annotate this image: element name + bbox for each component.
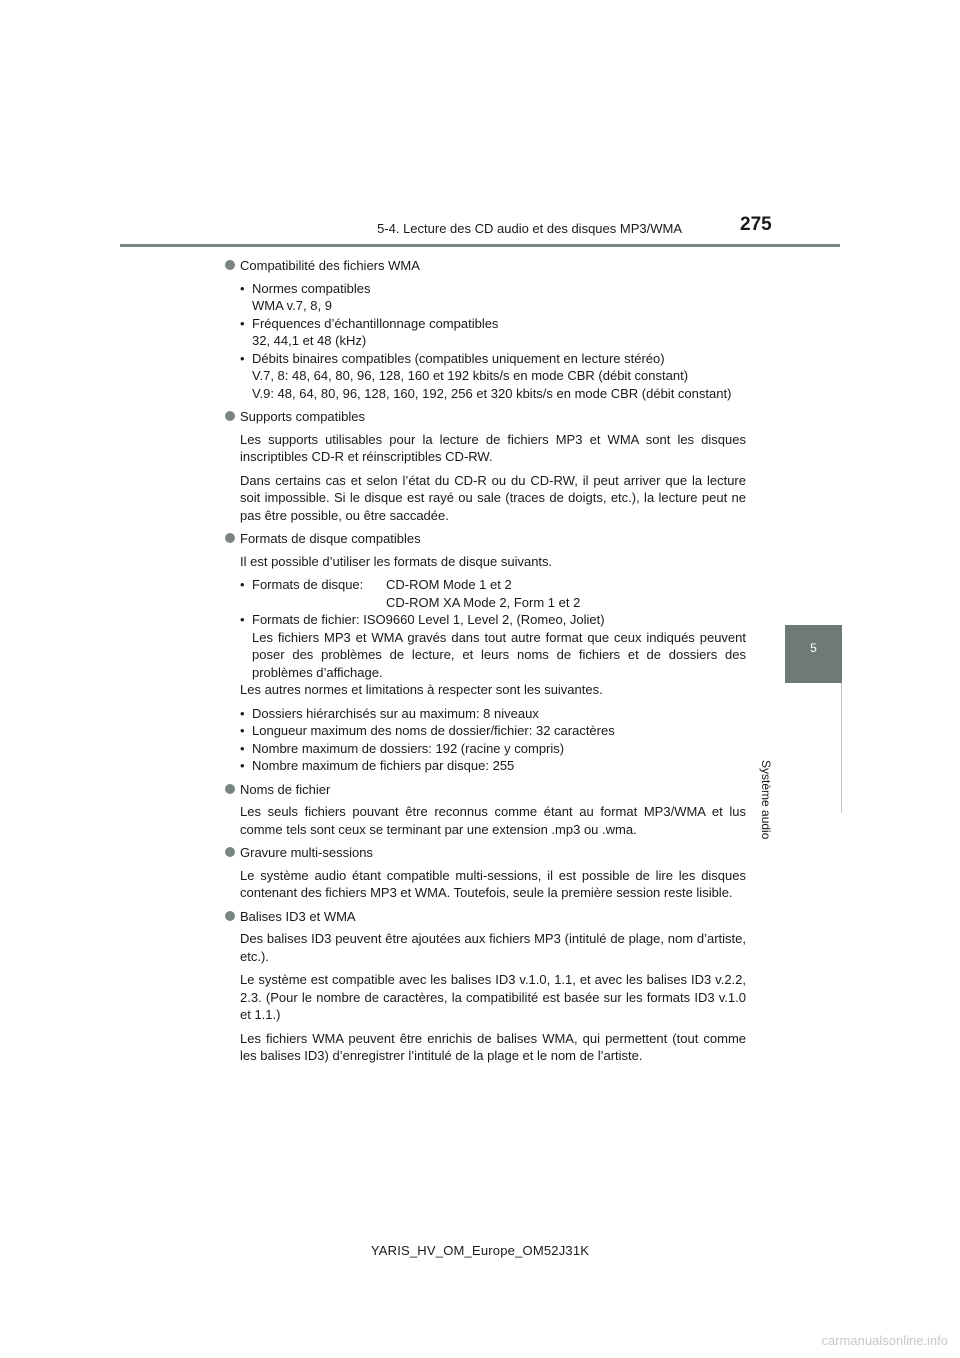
list-item: • Fréquences d’échantillonnage compatibles 32, 44,1 et 48 (kHz) xyxy=(240,315,499,348)
list xyxy=(240,280,746,403)
header-title: 5-4. Lecture des CD audio et des disques MP3/WMA xyxy=(377,221,682,236)
paragraph: Des balises ID3 peuvent être ajoutées aux fichiers MP3 (intitulé de plage, nom d’artiste, etc.). xyxy=(240,931,746,964)
list xyxy=(240,705,746,775)
header-rule xyxy=(120,244,840,247)
bullet-icon xyxy=(225,533,235,543)
section-formats xyxy=(222,530,746,775)
paragraph: Il est possible d’utiliser les formats de disque suivants. xyxy=(240,553,553,569)
list-item: • Nombre maximum de fichiers par disque: 255 xyxy=(240,758,515,773)
chapter-label: Système audio xyxy=(759,760,773,840)
section-title: Supports compatibles xyxy=(240,409,366,424)
bullet-icon xyxy=(225,411,235,421)
list-item: • Formats de fichier: ISO9660 Level 1, Level 2, (Romeo, Joliet) Les fichiers MP3 et WMA gravés dans tout autre format que ceux indiqués peuvent poser des problèmes de lecture, et leurs noms de fichiers et de dossiers des problèmes d’affichage. xyxy=(240,612,746,680)
paragraph: Les autres normes et limitations à respecter sont les suivantes. xyxy=(240,682,603,697)
section-tags xyxy=(222,908,746,1065)
list-item: • Nombre maximum de dossiers: 192 (racine y compris) xyxy=(240,740,565,756)
list-item: • Normes compatibles WMA v.7, 8, 9 xyxy=(240,280,371,313)
section-wma xyxy=(222,257,746,402)
section-multi xyxy=(222,844,746,902)
bullet-icon xyxy=(225,784,235,794)
bullet-icon xyxy=(225,847,235,857)
section-title: Compatibilité des fichiers WMA xyxy=(240,258,420,273)
section-names xyxy=(222,781,746,839)
paragraph: Le système est compatible avec les balises ID3 v.1.0, 1.1, et avec les balises ID3 v.2.2, 2.3. (Pour le nombre de caractères, la compatibilité est basée sur les formats ID3 v.1.0 et 1.1.) xyxy=(240,972,746,1022)
document-code: YARIS_HV_OM_Europe_OM52J31K xyxy=(370,1243,590,1258)
page-number: 275 xyxy=(740,214,772,235)
watermark: carmanualsonline.info xyxy=(821,1333,948,1348)
section-title: Formats de disque compatibles xyxy=(240,531,421,546)
paragraph: Les seuls fichiers pouvant être reconnus comme étant au format MP3/WMA et lus comme tels sont ceux se terminant par une extension .mp3 ou .wma. xyxy=(240,804,746,837)
list xyxy=(240,576,746,681)
list-item: • Dossiers hiérarchisés sur au maximum: 8 niveaux xyxy=(240,705,539,721)
paragraph: Dans certains cas et selon l’état du CD-R ou du CD-RW, il peut arriver que la lecture soit impossible. Si le disque est rayé ou sale (traces de doigts, etc.), la lecture peut ne pas être possible, ou être saccadée. xyxy=(240,472,746,523)
section-title: Noms de fichier xyxy=(240,781,331,797)
list-item: • Débits binaires compatibles (compatibles uniquement en lecture stéréo) V.7, 8: 48, 64, 80, 96, 128, 160 et 192 kbits/s en mode CBR (débit constant) V.9: 48, 64, 80, 96, 128, 160, 192, 256 et 320 kbits/s en mode CBR (débit constant) xyxy=(240,350,732,401)
paragraph: Le système audio étant compatible multi-sessions, il est possible de lire les disques contenant des fichiers MP3 et WMA. Toutefois, seule la première session reste lisible. xyxy=(240,867,746,900)
bullet-icon xyxy=(225,911,235,921)
side-divider xyxy=(841,683,842,813)
bullet-icon xyxy=(225,260,235,270)
list-item: • Formats de disque: CD-ROM Mode 1 et 2 CD-ROM XA Mode 2, Form 1 et 2 xyxy=(240,577,581,610)
section-title: Balises ID3 et WMA xyxy=(240,908,356,924)
paragraph: Les supports utilisables pour la lecture de fichiers MP3 et WMA sont les disques inscriptibles CD-R et réinscriptibles CD-RW. xyxy=(240,431,746,464)
section-title: Gravure multi-sessions xyxy=(240,845,373,860)
chapter-tab xyxy=(785,625,842,683)
list-item: • Longueur maximum des noms de dossier/fichier: 32 caractères xyxy=(240,723,615,738)
page-content xyxy=(222,257,746,1071)
paragraph: Les fichiers WMA peuvent être enrichis de balises WMA, qui permettent (tout comme les balises ID3) d’enregistrer l’intitulé de la plage et le nom de l’artiste. xyxy=(240,1030,746,1063)
chapter-number: 5 xyxy=(810,641,817,655)
section-supports xyxy=(222,408,746,524)
